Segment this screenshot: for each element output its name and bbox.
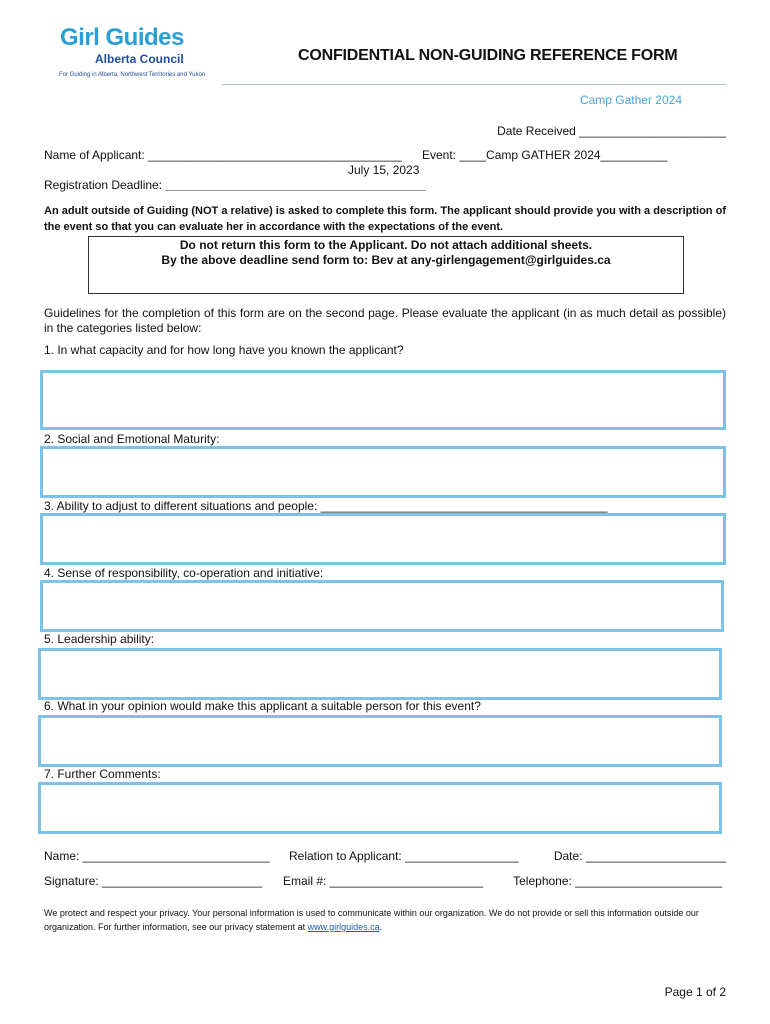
answer-box-1[interactable] — [40, 370, 726, 430]
notice-text: An adult outside of Guiding (NOT a relative) is asked to complete this form. The applicant should provide you with a description of the event so that you can evaluate her in accordance with the expectations of the event. — [44, 205, 726, 233]
signoff-date-field[interactable]: Date: _____________________ — [553, 849, 726, 863]
question-3: 3. Ability to adjust to different situations and people: ___________________________________________ — [44, 499, 608, 513]
deadline-date: July 15, 2023 — [348, 163, 420, 177]
question-7: 7. Further Comments: — [44, 767, 161, 781]
telephone-field[interactable]: Telephone: ______________________ — [513, 874, 722, 888]
privacy-link[interactable]: www.girlguides.ca — [307, 922, 380, 932]
email-field[interactable]: Email #: _______________________ — [283, 874, 484, 888]
deadline-box-line-1: Do not return this form to the Applicant. Do not attach additional sheets. — [179, 238, 593, 252]
deadline-box — [88, 236, 684, 294]
answer-box-6[interactable] — [38, 715, 722, 767]
page-number: Page 1 of 2 — [664, 985, 726, 999]
privacy-text: We protect and respect your privacy. Your personal information is used to communicate within our organization. We do not provide or sell this information outside our organization. For further information, see our privacy statement at — [44, 908, 699, 932]
question-4: 4. Sense of responsibility, co-operation and initiative: — [44, 566, 324, 580]
applicant-name-field[interactable]: Name of Applicant: ______________________________________ — [44, 148, 402, 162]
question-6: 6. What in your opinion would make this applicant a suitable person for this event? — [44, 699, 481, 713]
guidelines-text: Guidelines for the completion of this form are on the second page. Please evaluate the applicant (in as much detail as possible) in the categories listed below: — [44, 306, 726, 335]
registration-deadline-label: Registration Deadline: — [44, 178, 166, 192]
title-divider — [222, 84, 726, 85]
logo-wordmark: Girl Guides — [60, 24, 184, 51]
privacy-end: . — [379, 922, 383, 932]
registration-deadline-line[interactable]: _______________________________________ — [165, 178, 426, 192]
event-field[interactable]: Event: ____Camp GATHER 2024__________ — [422, 148, 668, 162]
answer-box-4[interactable] — [40, 580, 724, 632]
signature-field[interactable]: Signature: ________________________ — [44, 874, 263, 888]
signoff-name-field[interactable]: Name: ____________________________ — [44, 849, 270, 863]
logo-council: Alberta Council — [95, 52, 184, 66]
date-received-field[interactable]: Date Received ______________________ — [497, 124, 726, 138]
logo-tagline: For Guiding in Alberta, Northwest Territories and Yukon — [59, 72, 206, 78]
form-title: CONFIDENTIAL NON-GUIDING REFERENCE FORM — [298, 47, 678, 64]
answer-box-7[interactable] — [38, 782, 722, 834]
relation-field[interactable]: Relation to Applicant: _________________ — [289, 849, 519, 863]
question-5: 5. Leadership ability: — [44, 632, 155, 646]
question-1: 1. In what capacity and for how long have you known the applicant? — [44, 343, 404, 357]
privacy-statement — [44, 906, 726, 934]
answer-box-5[interactable] — [38, 648, 722, 700]
form-subtitle: Camp Gather 2024 — [579, 93, 682, 107]
registration-deadline — [44, 178, 426, 192]
girl-guides-logo — [44, 18, 224, 88]
question-2: 2. Social and Emotional Maturity: — [44, 432, 220, 446]
answer-box-2[interactable] — [40, 446, 726, 498]
deadline-box-line-2: By the above deadline send form to: Bev at any-girlengagement@girlguides.ca — [161, 253, 611, 267]
answer-box-3[interactable] — [40, 513, 726, 565]
